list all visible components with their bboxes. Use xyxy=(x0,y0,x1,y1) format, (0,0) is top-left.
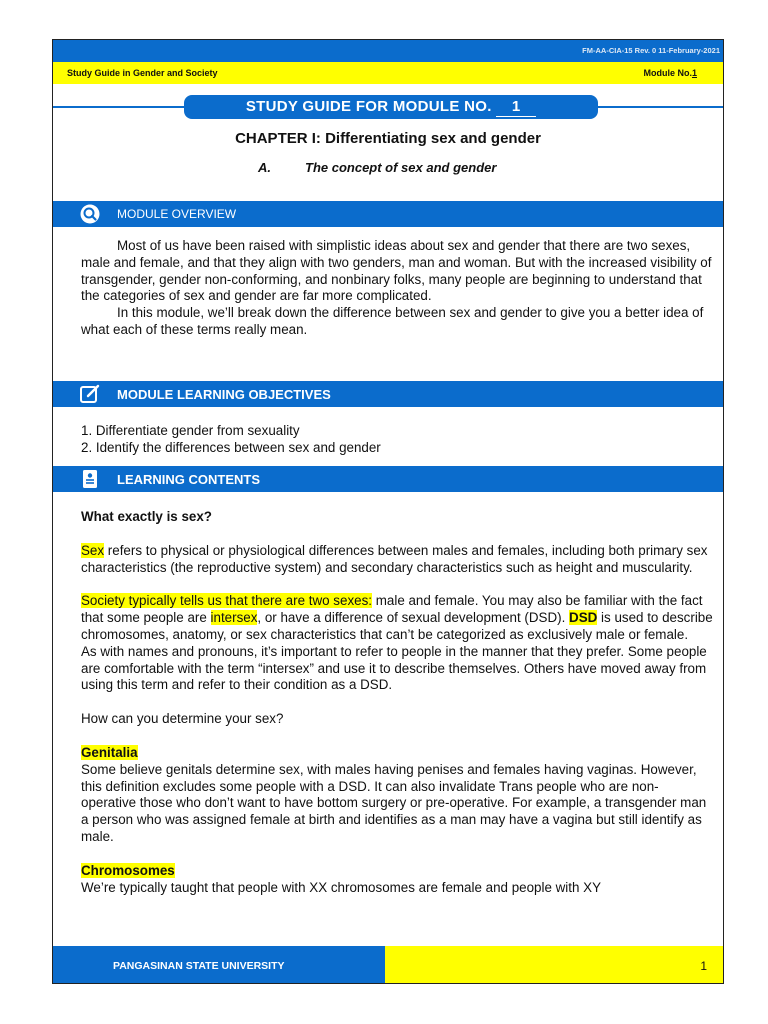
study-guide-page xyxy=(52,39,724,984)
page-number: 1 xyxy=(700,959,707,973)
overview-text xyxy=(81,238,713,339)
footer-page xyxy=(385,946,723,983)
divider-right xyxy=(597,106,724,108)
course-banner xyxy=(53,62,723,84)
learning-objectives-header xyxy=(53,381,723,407)
objectives-list xyxy=(81,423,713,457)
genitalia-heading: Genitalia xyxy=(81,744,138,760)
learning-contents-body xyxy=(81,509,713,896)
names-pronouns-paragraph: As with names and pronouns, it’s important to refer to people in the manner that they prefer. Some people are comfortable with the term “intersex” and use it to describe themselves. Others have moved away from using this term and refer to their condition as a DSD. xyxy=(81,643,707,693)
sex-definition: Sex refers to physical or physiological differences between males and females, including both primary sex characteristics (the reproductive system) and secondary characteristics such as height and muscularity. xyxy=(81,542,708,575)
magnifier-icon xyxy=(79,203,101,225)
study-guide-number: 1 xyxy=(496,98,536,117)
chapter-title: CHAPTER I: Differentiating sex and gender xyxy=(235,130,541,147)
highlight-intersex: intersex xyxy=(210,610,258,626)
objective-item: 1. Differentiate gender from sexuality xyxy=(81,423,300,438)
form-code: FM-AA-CIA-15 Rev. 0 11-February-2021 xyxy=(582,46,720,55)
module-number: 1 xyxy=(691,68,697,78)
learning-objectives-heading: MODULE LEARNING OBJECTIVES xyxy=(117,387,331,402)
module-overview-heading: MODULE OVERVIEW xyxy=(117,207,237,221)
highlight-sex: Sex xyxy=(81,542,105,558)
question-what-is-sex: What exactly is sex? xyxy=(81,509,212,524)
edit-note-icon xyxy=(79,383,101,405)
section-subtitle: A. The concept of sex and gender xyxy=(258,160,497,175)
top-banner xyxy=(53,40,723,62)
module-overview-header xyxy=(53,201,723,227)
learning-contents-header xyxy=(53,466,723,492)
chromosomes-text: We’re typically taught that people with XX chromosomes are female and people with XY xyxy=(81,879,602,895)
university-name: PANGASINAN STATE UNIVERSITY xyxy=(113,960,285,972)
objective-item: 2. Identify the differences between sex and gender xyxy=(81,439,381,455)
chromosomes-heading: Chromosomes xyxy=(81,862,175,878)
highlight-society: Society typically tells us that there are two sexes: xyxy=(81,593,373,609)
question-determine-sex: How can you determine your sex? xyxy=(81,711,284,727)
overview-paragraph-2: In this module, we’ll break down the difference between sex and gender to give you a better idea of what each of these terms really mean. xyxy=(81,305,704,337)
divider-left xyxy=(53,106,185,108)
highlight-dsd: DSD xyxy=(569,610,598,626)
genitalia-text: Some believe genitals determine sex, with males having penises and females having vaginas. However, this definition excludes some people with a DSD. It can also invalidate Trans people who are non-operative those who don’t want to have bottom surgery or pre-operative. For example, a transgender man a person who was assigned female at birth and identifies as a man may have a vagina but still identify as male. xyxy=(81,761,707,844)
study-guide-title: STUDY GUIDE FOR MODULE NO. 1 xyxy=(184,95,598,119)
footer-university xyxy=(53,946,385,983)
overview-paragraph-1: Most of us have been raised with simplistic ideas about sex and gender that there are two sexes, male and female, and that they align with two genders, man and woman. But with the increased visibility of transgender, gender non-conforming, and nonbinary folks, many people are beginning to understand that the categories of sex and gender are far more complicated. xyxy=(81,238,712,304)
module-number-label: Module No.1 xyxy=(643,68,697,78)
course-title: Study Guide in Gender and Society xyxy=(67,68,218,78)
learning-contents-heading: LEARNING CONTENTS xyxy=(117,472,260,487)
two-sexes-paragraph: Society typically tells us that there are two sexes: male and female. You may also be familiar with the fact that some people are intersex, or have a difference of sexual development (DSD). DSD is used to describe chromosomes, anatomy, or sex characteristics that can’t be categorized as exclusively male or female. xyxy=(81,593,713,642)
document-list-icon xyxy=(79,468,101,490)
